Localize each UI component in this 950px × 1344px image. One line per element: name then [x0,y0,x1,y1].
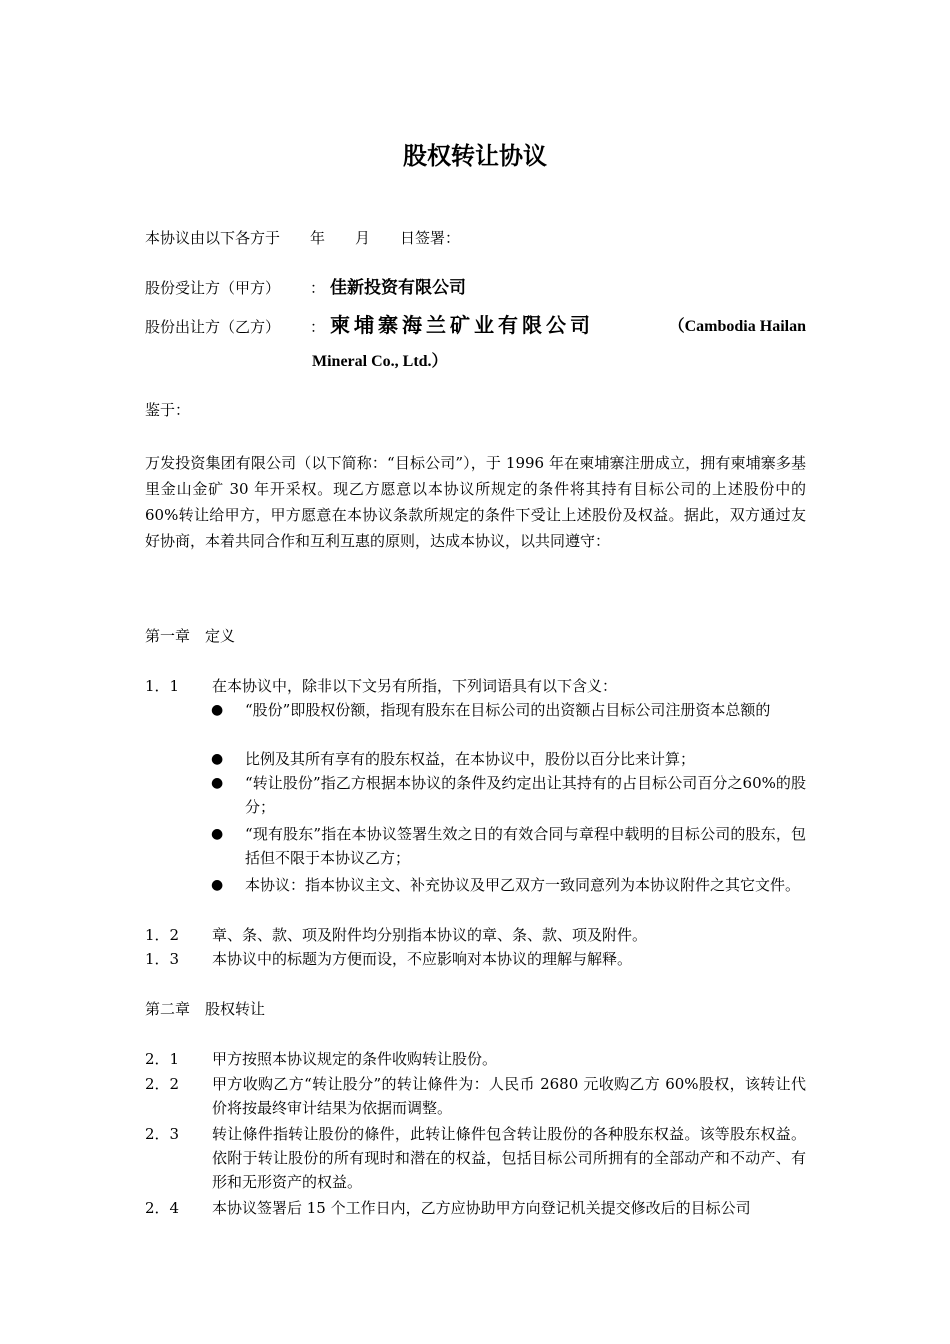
whereas-paragraph: 万发投资集团有限公司（以下简称：“目标公司”），于 1996 年在柬埔寨注册成立，拥有柬埔寨多基里金山金矿 30 年开采权。现乙方愿意以本协议所规定的条件将其持有目标公司的上述股份中的 60%转让给甲方，甲方愿意在本协议条款所规定的条件下受让上述股份及权益。据此，双方通过友好协商，本着共同合作和互利互惠的原则，达成本协议，以共同遵守： [145,454,806,550]
party-b-name: 柬埔寨海兰矿业有限公司 [330,313,594,337]
party-b-colon: ： [310,318,326,336]
clause-1-1-number: 1．1 [145,677,180,695]
party-b-english-name-1: （Cambodia Hailan [668,318,806,335]
bullet-icon: ● [211,775,224,791]
clause-1-3-number: 1．3 [145,950,180,968]
clause-1-2-text: 章、条、款、项及附件均分别指本协议的章、条、款、项及附件。 [212,926,648,944]
clause-2-3-number: 2．3 [145,1125,180,1143]
bullet-icon: ● [211,826,224,842]
clause-2-4-text: 本协议签署后 15 个工作日内，乙方应协助甲方向登记机关提交修改后的目标公司 [212,1199,751,1217]
intro-line: 本协议由以下各方于 年 月 日签署： [145,229,461,247]
definition-item: 本协议：指本协议主文、补充协议及甲乙双方一致同意列为本协议附件之其它文件。 [245,876,801,894]
definition-item: “转让股份”指乙方根据本协议的条件及约定出让其持有的占目标公司百分之60%的股分； [245,774,806,816]
definition-item: “现有股东”指在本协议签署生效之日的有效合同与章程中载明的目标公司的股东，包括但不限于本协议乙方； [245,825,806,867]
clause-2-2-number: 2．2 [145,1075,180,1093]
document-title: 股权转让协议 [403,142,547,170]
clause-2-1-number: 2．1 [145,1050,180,1068]
clause-1-3-text: 本协议中的标题为方便而设，不应影响对本协议的理解与解释。 [212,950,633,968]
whereas-label: 鉴于： [145,401,191,419]
party-a-label: 股份受让方（甲方） [145,279,281,297]
clause-1-1-text: 在本协议中，除非以下文另有所指，下列词语具有以下含义： [212,677,618,695]
chapter-2-title: 第二章 股权转让 [145,1000,266,1018]
party-b-label: 股份出让方（乙方） [145,318,281,336]
clause-2-1-text: 甲方按照本协议规定的条件收购转让股份。 [212,1050,498,1068]
chapter-1-title: 第一章 定义 [145,627,236,645]
clause-2-3-text: 转让條件指转让股份的條件，此转让條件包含转让股份的各种股东权益。该等股东权益。依附于转让股份的所有现时和潜在的权益，包括目标公司所拥有的全部动产和不动产、有形和无形资产的权益。 [212,1125,806,1191]
bullet-icon: ● [211,877,224,893]
clause-2-4-number: 2．4 [145,1199,180,1217]
bullet-icon: ● [211,751,224,767]
clause-1-2-number: 1．2 [145,926,180,944]
definition-item: “股份”即股权份额，指现有股东在目标公司的出资额占目标公司注册资本总额的 [245,701,771,719]
party-a-name: 佳新投资有限公司 [330,278,466,298]
party-a-colon: ： [310,279,326,297]
party-b-english-name-2: Mineral Co., Ltd.） [312,353,448,370]
clause-2-2-text: 甲方收购乙方“转让股分”的转让條件为：人民币 2680 元收购乙方 60%股权，该转让代价将按最终审计结果为依据而调整。 [212,1075,806,1117]
bullet-icon: ● [211,702,224,718]
definition-item: 比例及其所有享有的股东权益，在本协议中，股份以百分比来计算； [245,750,696,768]
